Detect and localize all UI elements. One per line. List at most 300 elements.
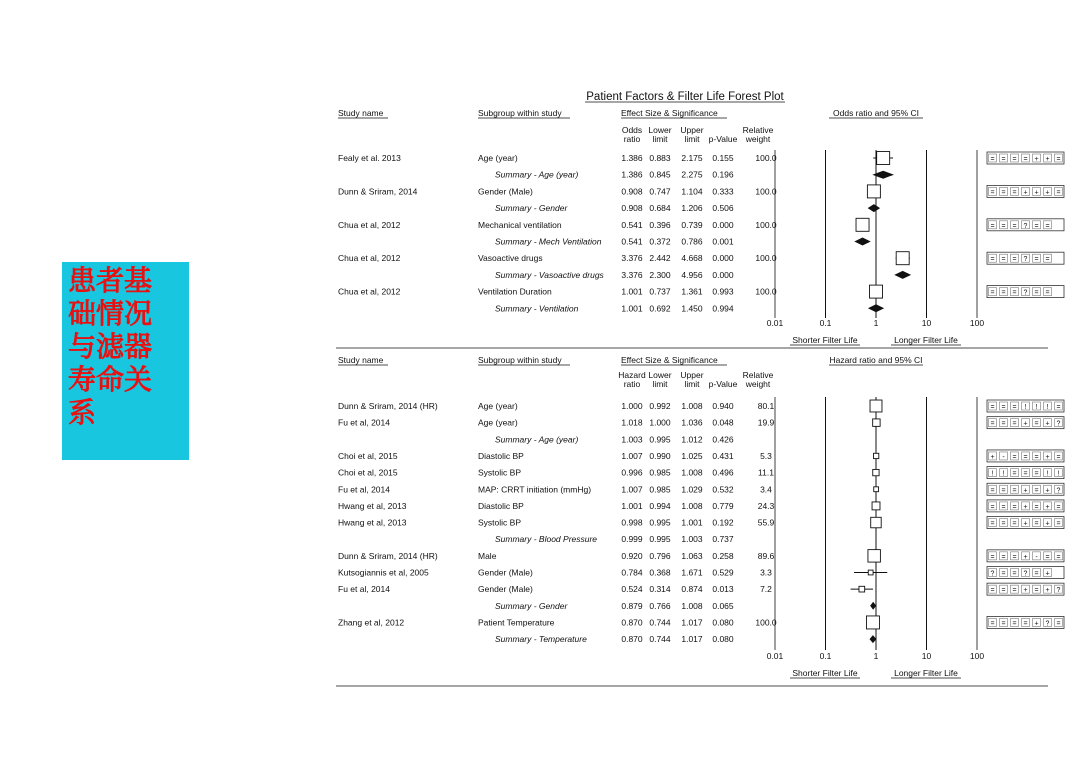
risk-of-bias-symbol: = — [1001, 553, 1006, 561]
risk-of-bias-symbol: + — [1045, 503, 1050, 511]
effect-ratio: 1.386 — [621, 153, 643, 163]
summary-label: Summary - Mech Ventilation — [495, 236, 602, 247]
risk-of-bias-symbol: ? — [1056, 420, 1061, 428]
relative-weight: 55.9 — [757, 517, 775, 528]
p-value: 0.532 — [712, 484, 734, 495]
risk-of-bias-symbol: + — [1045, 189, 1050, 197]
study-name: Fu et al, 2014 — [338, 417, 390, 428]
lower-limit: 0.396 — [649, 219, 671, 230]
point-estimate-box — [874, 453, 879, 458]
summary-label: Summary - Temperature — [495, 634, 587, 645]
upper-limit: 4.668 — [681, 253, 703, 264]
risk-of-bias-symbol: + — [1045, 487, 1050, 495]
lower-limit: 0.684 — [649, 203, 671, 214]
risk-of-bias-symbol: = — [1034, 503, 1039, 511]
upper-limit: 2.275 — [681, 169, 703, 180]
upper-limit: 1.008 — [681, 600, 703, 611]
summary-label: Summary - Ventilation — [495, 303, 579, 314]
summary-diamond — [894, 271, 911, 279]
effect-ratio: 3.376 — [621, 253, 643, 264]
upper-limit: 1.450 — [681, 303, 703, 314]
risk-of-bias-symbol: = — [1012, 222, 1017, 230]
effect-ratio: 1.003 — [621, 434, 643, 445]
p-value: 0.994 — [712, 303, 734, 314]
risk-of-bias-symbol: = — [1001, 420, 1006, 428]
relative-weight: 11.1 — [758, 467, 774, 478]
p-value: 0.001 — [712, 236, 734, 247]
effect-ratio: 1.007 — [621, 450, 643, 461]
lower-limit: 0.368 — [649, 567, 671, 578]
upper-limit: 1.017 — [681, 617, 703, 628]
lower-limit: 0.737 — [649, 286, 671, 297]
effect-ratio: 0.908 — [621, 186, 643, 197]
risk-of-bias-symbol: = — [1012, 453, 1017, 461]
effect-ratio: 0.920 — [621, 550, 643, 561]
lower-limit: 0.994 — [649, 500, 671, 511]
risk-of-bias-symbol: = — [1012, 520, 1017, 528]
effect-ratio: 1.386 — [621, 169, 643, 180]
summary-label: Summary - Gender — [495, 600, 568, 611]
risk-of-bias-symbol: = — [990, 620, 995, 628]
stat-header: Upper — [680, 125, 704, 135]
column-header-effect: Effect Size & Significance — [621, 355, 718, 365]
effect-ratio: 0.879 — [621, 600, 643, 611]
effect-ratio: 1.001 — [621, 286, 643, 297]
risk-of-bias-symbol: - — [1035, 553, 1038, 561]
study-name: Hwang et al, 2013 — [338, 517, 407, 528]
risk-of-bias-symbol: = — [990, 487, 995, 495]
stat-header: ratio — [623, 379, 641, 389]
upper-limit: 1.025 — [681, 450, 703, 461]
upper-limit: 1.017 — [681, 634, 703, 645]
risk-of-bias-symbol: = — [1045, 256, 1050, 264]
risk-of-bias-symbol: - — [1002, 453, 1005, 461]
risk-of-bias-symbol: = — [990, 404, 995, 411]
effect-ratio: 0.999 — [621, 534, 643, 545]
risk-of-bias-symbol: + — [1023, 520, 1028, 528]
subgroup-name: MAP: CRRT initiation (mmHg) — [478, 484, 592, 495]
lower-limit: 0.995 — [649, 517, 671, 528]
stat-header: Relative — [742, 125, 774, 135]
upper-limit: 0.874 — [681, 584, 703, 595]
p-value: 0.779 — [712, 500, 734, 511]
risk-of-bias-symbol: + — [1045, 453, 1050, 461]
effect-ratio: 0.998 — [621, 517, 643, 528]
risk-of-bias-symbol: = — [1034, 453, 1039, 461]
study-name: Kutsogiannis et al, 2005 — [338, 567, 429, 578]
effect-ratio: 3.376 — [621, 269, 643, 280]
risk-of-bias-symbol: ? — [1056, 487, 1061, 495]
risk-of-bias-symbol: = — [1001, 404, 1006, 411]
point-estimate-box — [870, 400, 882, 412]
risk-of-bias-symbol: ? — [1056, 587, 1061, 595]
risk-of-bias-symbol: + — [1034, 189, 1039, 197]
stat-header: ratio — [623, 134, 641, 144]
lower-limit: 0.796 — [649, 550, 671, 561]
p-value: 0.080 — [712, 634, 734, 645]
risk-of-bias-symbol: ! — [1046, 404, 1049, 411]
upper-limit: 1.104 — [681, 186, 703, 197]
risk-of-bias-symbol: ? — [990, 570, 995, 578]
lower-limit: 0.372 — [649, 236, 671, 247]
upper-limit: 1.012 — [681, 434, 703, 445]
x-tick-label: 0.01 — [766, 651, 784, 661]
risk-of-bias-symbol: = — [1001, 520, 1006, 528]
point-estimate-box — [859, 586, 865, 592]
point-estimate-box — [856, 218, 869, 231]
risk-of-bias-symbol: = — [1001, 587, 1006, 595]
p-value: 0.496 — [712, 467, 734, 478]
risk-of-bias-symbol: = — [1012, 570, 1017, 578]
study-name: Zhang et al, 2012 — [338, 617, 405, 628]
risk-of-bias-symbol: = — [990, 420, 995, 428]
risk-of-bias-symbol: = — [1012, 553, 1017, 561]
risk-of-bias-symbol: = — [1056, 553, 1061, 561]
side-label-line: 寿命关 — [68, 363, 153, 396]
column-header-study: Study name — [338, 108, 384, 118]
p-value: 0.196 — [712, 169, 734, 180]
risk-of-bias-symbol: + — [1045, 570, 1050, 578]
risk-of-bias-symbol: = — [990, 256, 995, 264]
effect-ratio: 0.524 — [621, 584, 643, 595]
upper-limit: 1.206 — [681, 203, 703, 214]
x-tick-label: 0.1 — [819, 318, 832, 328]
effect-ratio: 0.541 — [621, 236, 643, 247]
study-name: Choi et al, 2015 — [338, 467, 398, 478]
risk-of-bias-symbol: = — [990, 553, 995, 561]
side-label-line: 患者基 — [68, 264, 153, 297]
lower-limit: 0.995 — [649, 534, 671, 545]
relative-weight: 5.3 — [760, 450, 772, 461]
lower-limit: 2.300 — [649, 269, 671, 280]
risk-of-bias-symbol: = — [1056, 404, 1061, 411]
summary-label: Summary - Age (year) — [495, 434, 579, 445]
risk-of-bias-symbol: = — [990, 289, 995, 297]
risk-of-bias-symbol: = — [1012, 503, 1017, 511]
summary-diamond — [868, 204, 880, 212]
risk-of-bias-symbol: = — [1001, 189, 1006, 197]
risk-of-bias-symbol: = — [990, 222, 995, 230]
stat-header: Relative — [742, 370, 774, 380]
risk-of-bias-symbol: = — [1056, 189, 1061, 197]
upper-limit: 1.063 — [681, 550, 703, 561]
stat-header: Lower — [648, 125, 672, 135]
risk-of-bias-symbol: = — [1056, 156, 1061, 163]
relative-weight: 80.1 — [757, 401, 775, 411]
risk-of-bias-symbol: = — [1056, 620, 1061, 628]
study-name: Fealy et al. 2013 — [338, 153, 401, 163]
study-name: Chua et al, 2012 — [338, 253, 401, 264]
subgroup-name: Age (year) — [478, 401, 518, 411]
risk-of-bias-symbol: = — [1012, 404, 1017, 411]
p-value: 0.506 — [712, 203, 734, 214]
risk-of-bias-symbol: ! — [1046, 470, 1049, 478]
p-value: 0.426 — [712, 434, 734, 445]
lower-limit: 0.883 — [649, 153, 671, 163]
risk-of-bias-symbol: = — [1023, 470, 1028, 478]
lower-limit: 0.845 — [649, 169, 671, 180]
risk-of-bias-symbol: = — [1034, 256, 1039, 264]
p-value: 0.155 — [712, 153, 734, 163]
upper-limit: 1.029 — [681, 484, 703, 495]
risk-of-bias-symbol: = — [1034, 470, 1039, 478]
risk-of-bias-symbol: = — [1012, 256, 1017, 264]
risk-of-bias-symbol: + — [1045, 587, 1050, 595]
column-header-plot: Hazard ratio and 95% CI — [829, 355, 923, 365]
subgroup-name: Ventilation Duration — [478, 286, 552, 297]
x-tick-label: 10 — [921, 651, 932, 661]
upper-limit: 1.361 — [681, 286, 703, 297]
risk-of-bias-symbol: = — [1001, 620, 1006, 628]
risk-of-bias-symbol: = — [1045, 289, 1050, 297]
risk-of-bias-symbol: = — [1001, 256, 1006, 264]
risk-of-bias-symbol: = — [990, 587, 995, 595]
upper-limit: 1.008 — [681, 401, 703, 411]
subgroup-name: Systolic BP — [478, 467, 521, 478]
risk-of-bias-symbol: = — [1001, 156, 1006, 163]
axis-label-right: Longer Filter Life — [894, 668, 958, 678]
lower-limit: 0.747 — [649, 186, 671, 197]
p-value: 0.080 — [712, 617, 734, 628]
risk-of-bias-symbol: + — [1034, 620, 1039, 628]
relative-weight: 7.2 — [760, 584, 772, 595]
relative-weight: 100.0 — [755, 153, 777, 163]
risk-of-bias-symbol: + — [1045, 420, 1050, 428]
summary-diamond — [870, 602, 876, 610]
point-estimate-box — [873, 419, 880, 426]
relative-weight: 100.0 — [755, 186, 777, 197]
subgroup-name: Age (year) — [478, 417, 518, 428]
risk-of-bias-symbol: = — [1001, 487, 1006, 495]
p-value: 0.940 — [712, 401, 734, 411]
point-estimate-box — [873, 469, 879, 475]
risk-of-bias-symbol: = — [1034, 520, 1039, 528]
lower-limit: 0.692 — [649, 303, 671, 314]
p-value: 0.258 — [712, 550, 734, 561]
effect-ratio: 1.007 — [621, 484, 643, 495]
upper-limit: 4.956 — [681, 269, 703, 280]
point-estimate-box — [868, 570, 873, 575]
stat-header: Upper — [680, 370, 704, 380]
effect-ratio: 0.908 — [621, 203, 643, 214]
subgroup-name: Patient Temperature — [478, 617, 555, 628]
subgroup-name: Gender (Male) — [478, 567, 533, 578]
effect-ratio: 1.018 — [621, 417, 643, 428]
upper-limit: 1.671 — [681, 567, 703, 578]
effect-ratio: 0.541 — [621, 219, 643, 230]
effect-ratio: 0.870 — [621, 617, 643, 628]
subgroup-name: Systolic BP — [478, 517, 521, 528]
risk-of-bias-symbol: + — [1045, 156, 1050, 163]
study-name: Fu et al, 2014 — [338, 484, 390, 495]
x-tick-label: 0.01 — [766, 318, 784, 328]
risk-of-bias-symbol: = — [1056, 503, 1061, 511]
risk-of-bias-symbol: ? — [1023, 256, 1028, 264]
stat-header: Lower — [648, 370, 672, 380]
stat-header: p-Value — [708, 379, 738, 389]
risk-of-bias-symbol: = — [1045, 222, 1050, 230]
risk-of-bias-symbol: + — [1023, 487, 1028, 495]
study-name: Dunn & Sriram, 2014 (HR) — [338, 550, 438, 561]
p-value: 0.013 — [712, 584, 734, 595]
subgroup-name: Male — [478, 550, 497, 561]
x-tick-label: 1 — [873, 651, 879, 661]
stat-header: weight — [745, 379, 771, 389]
p-value: 0.065 — [712, 600, 734, 611]
point-estimate-box — [866, 616, 879, 629]
stat-header: limit — [652, 134, 668, 144]
study-name: Choi et al, 2015 — [338, 450, 398, 461]
column-header-subgroup: Subgroup within study — [478, 355, 562, 365]
lower-limit: 0.744 — [649, 634, 671, 645]
p-value: 0.529 — [712, 567, 734, 578]
summary-diamond — [854, 238, 870, 246]
risk-of-bias-symbol: = — [1012, 156, 1017, 163]
effect-ratio: 0.870 — [621, 634, 643, 645]
risk-of-bias-symbol: ? — [1023, 289, 1028, 297]
relative-weight: 100.0 — [755, 617, 777, 628]
axis-label-left: Shorter Filter Life — [792, 668, 858, 678]
risk-of-bias-symbol: ! — [1024, 404, 1027, 411]
chart-title: Patient Factors & Filter Life Forest Plot — [586, 91, 784, 103]
risk-of-bias-symbol: + — [990, 453, 995, 461]
risk-of-bias-symbol: + — [1023, 189, 1028, 197]
p-value: 0.333 — [712, 186, 734, 197]
upper-limit: 1.036 — [681, 417, 703, 428]
stat-header: Hazard — [618, 370, 646, 380]
x-tick-label: 1 — [873, 318, 879, 328]
relative-weight: 3.3 — [760, 567, 772, 578]
risk-of-bias-symbol: = — [1023, 156, 1028, 163]
relative-weight: 89.6 — [757, 550, 775, 561]
risk-of-bias-symbol: = — [990, 156, 995, 163]
lower-limit: 2.442 — [649, 253, 671, 264]
risk-of-bias-symbol: = — [1034, 420, 1039, 428]
subgroup-name: Gender (Male) — [478, 584, 533, 595]
risk-of-bias-symbol: = — [1023, 620, 1028, 628]
study-name: Dunn & Sriram, 2014 — [338, 186, 418, 197]
point-estimate-box — [867, 185, 880, 198]
summary-label: Summary - Vasoactive drugs — [495, 269, 604, 280]
subgroup-name: Vasoactive drugs — [478, 253, 543, 264]
risk-of-bias-symbol: = — [1034, 487, 1039, 495]
x-tick-label: 0.1 — [819, 651, 832, 661]
p-value: 0.000 — [712, 253, 734, 264]
risk-of-bias-symbol: = — [1034, 222, 1039, 230]
upper-limit: 1.003 — [681, 534, 703, 545]
risk-of-bias-symbol: = — [1034, 289, 1039, 297]
risk-of-bias-symbol: = — [1034, 587, 1039, 595]
column-header-subgroup: Subgroup within study — [478, 108, 562, 118]
study-name: Hwang et al, 2013 — [338, 500, 407, 511]
relative-weight: 100.0 — [755, 219, 777, 230]
lower-limit: 0.744 — [649, 617, 671, 628]
risk-of-bias-symbol: = — [1056, 453, 1061, 461]
effect-ratio: 1.001 — [621, 500, 643, 511]
effect-ratio: 1.001 — [621, 303, 643, 314]
point-estimate-box — [868, 550, 880, 562]
upper-limit: 1.001 — [681, 517, 703, 528]
point-estimate-box — [871, 517, 881, 527]
subgroup-name: Age (year) — [478, 153, 518, 163]
relative-weight: 100.0 — [755, 253, 777, 264]
subgroup-name: Diastolic BP — [478, 500, 524, 511]
x-tick-label: 10 — [921, 318, 932, 328]
summary-label: Summary - Age (year) — [495, 169, 579, 180]
summary-diamond — [870, 635, 877, 643]
risk-of-bias-symbol: = — [1012, 470, 1017, 478]
risk-of-bias-symbol: + — [1045, 520, 1050, 528]
p-value: 0.000 — [712, 269, 734, 280]
risk-of-bias-symbol: ! — [1057, 470, 1060, 478]
risk-of-bias-symbol: = — [1012, 420, 1017, 428]
risk-of-bias-symbol: = — [1045, 553, 1050, 561]
study-name: Fu et al, 2014 — [338, 584, 390, 595]
side-label-line: 与滤器 — [68, 330, 153, 363]
p-value: 0.737 — [712, 534, 734, 545]
risk-of-bias-symbol: = — [990, 503, 995, 511]
risk-of-bias-symbol: ? — [1023, 222, 1028, 230]
risk-of-bias-symbol: + — [1023, 587, 1028, 595]
axis-label-left: Shorter Filter Life — [792, 335, 858, 345]
risk-of-bias-symbol: = — [1001, 289, 1006, 297]
lower-limit: 0.766 — [649, 600, 671, 611]
lower-limit: 0.985 — [649, 484, 671, 495]
axis-label-right: Longer Filter Life — [894, 335, 958, 345]
effect-ratio: 0.784 — [621, 567, 643, 578]
upper-limit: 0.739 — [681, 219, 703, 230]
relative-weight: 24.3 — [757, 500, 775, 511]
point-estimate-box — [870, 285, 883, 298]
risk-of-bias-symbol: = — [1012, 620, 1017, 628]
risk-of-bias-symbol: ! — [991, 470, 994, 478]
risk-of-bias-symbol: = — [1012, 587, 1017, 595]
lower-limit: 0.985 — [649, 467, 671, 478]
summary-diamond — [868, 304, 884, 312]
risk-of-bias-symbol: ? — [1045, 620, 1050, 628]
risk-of-bias-symbol: = — [1056, 520, 1061, 528]
risk-of-bias-symbol: ? — [1023, 570, 1028, 578]
study-name: Dunn & Sriram, 2014 (HR) — [338, 401, 438, 411]
p-value: 0.000 — [712, 219, 734, 230]
p-value: 0.048 — [712, 417, 734, 428]
risk-of-bias-symbol: = — [1001, 503, 1006, 511]
stat-header: limit — [652, 379, 668, 389]
stat-header: Odds — [621, 125, 643, 135]
point-estimate-box — [874, 487, 879, 492]
subgroup-name: Mechanical ventilation — [478, 219, 562, 230]
risk-of-bias-symbol: = — [1034, 570, 1039, 578]
column-header-effect: Effect Size & Significance — [621, 108, 718, 118]
risk-of-bias-symbol: = — [990, 520, 995, 528]
upper-limit: 1.008 — [681, 500, 703, 511]
risk-of-bias-symbol: + — [1023, 503, 1028, 511]
point-estimate-box — [896, 252, 909, 265]
risk-of-bias-symbol: = — [1012, 289, 1017, 297]
summary-label: Summary - Blood Pressure — [495, 534, 598, 545]
risk-of-bias-symbol: = — [1001, 570, 1006, 578]
upper-limit: 2.175 — [681, 153, 703, 163]
relative-weight: 19.9 — [757, 417, 775, 428]
stat-header: p-Value — [708, 134, 738, 144]
risk-of-bias-symbol: ! — [1002, 470, 1005, 478]
column-header-plot: Odds ratio and 95% CI — [833, 108, 919, 118]
risk-of-bias-symbol: = — [1001, 222, 1006, 230]
lower-limit: 0.314 — [649, 584, 671, 595]
side-label-line: 系 — [68, 396, 97, 429]
effect-ratio: 1.000 — [621, 401, 643, 411]
effect-ratio: 0.996 — [621, 467, 643, 478]
